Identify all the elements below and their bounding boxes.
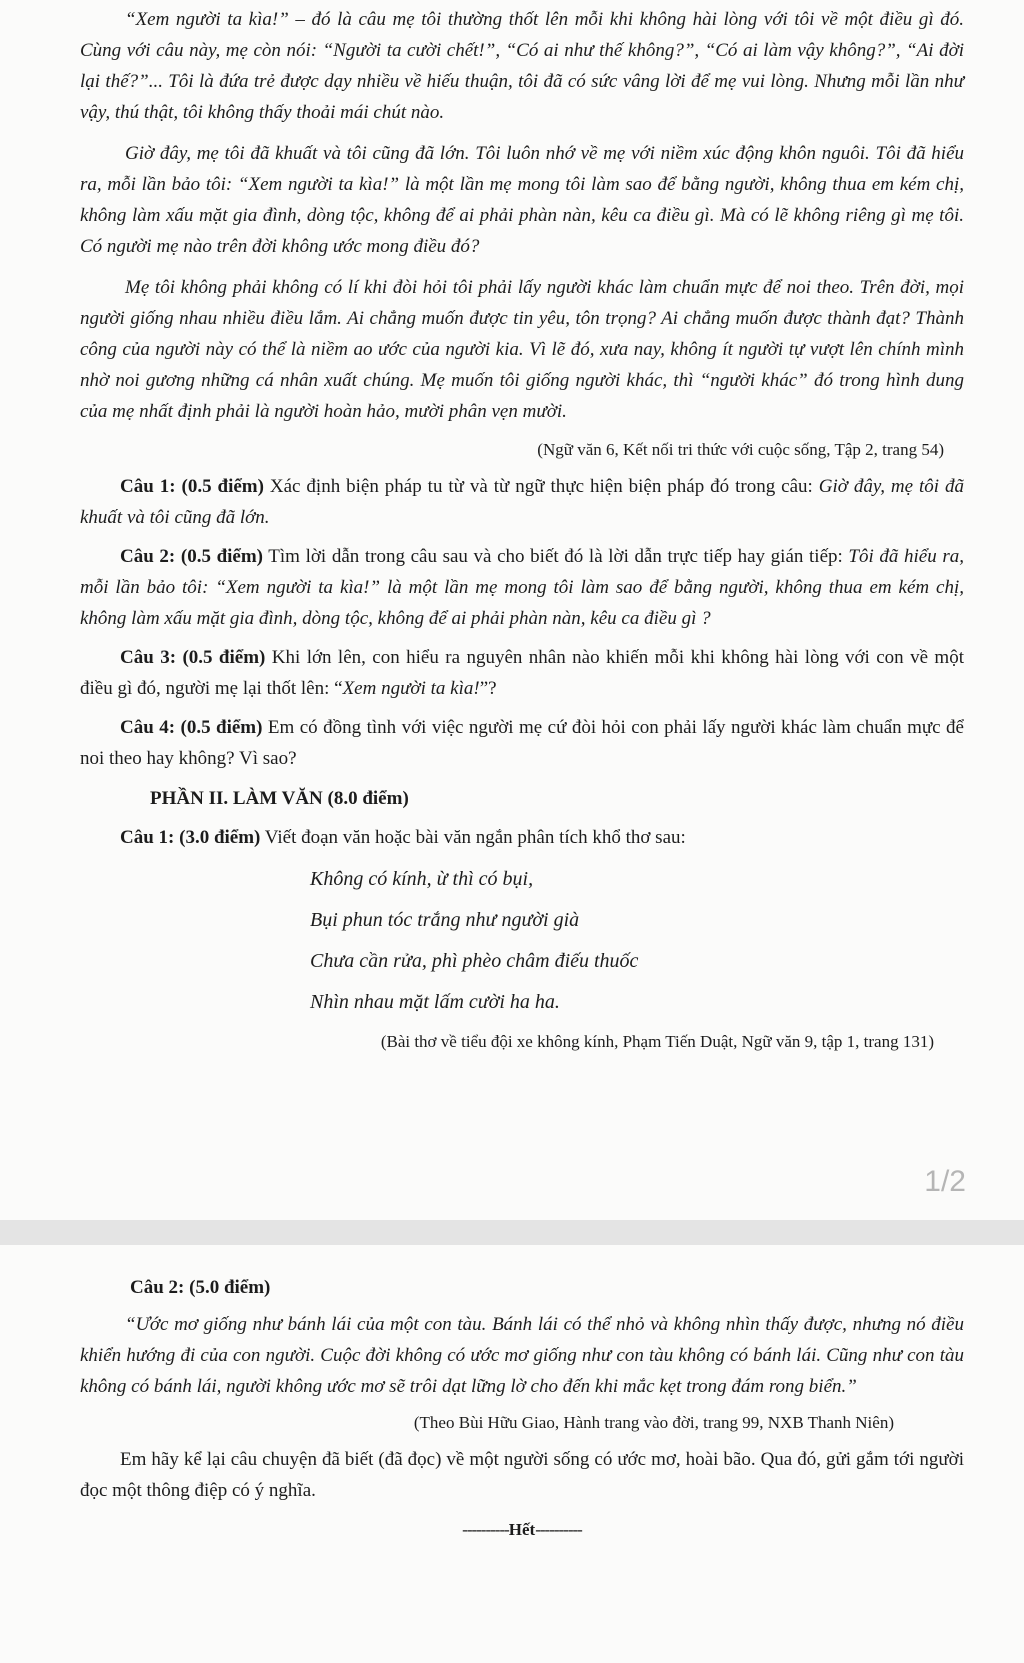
- end-label: Hết: [508, 1520, 536, 1539]
- question-2-label: Câu 2: (0.5 điểm): [120, 546, 264, 567]
- reading-passage: [80, 4, 964, 1055]
- part-2-question-2-source: (Theo Bùi Hữu Giao, Hành trang vào đời, trang 99, NXB Thanh Niên): [413, 1413, 894, 1432]
- poem-source: (Bài thơ về tiểu đội xe không kính, Phạm Tiến Duật, Ngữ văn 9, tập 1, trang 131): [380, 1032, 934, 1051]
- passage-paragraph-1: “Xem người ta kìa!” – đó là câu mẹ tôi thường thốt lên mỗi khi không hài lòng với tôi về một điều gì đó. Cùng với câu này, mẹ còn nói: “Người ta cười chết!”, “Có ai như thế không?”, “Có ai làm vậy không?”, “Ai đời lại thế?”... Tôi là đứa trẻ được dạy nhiều về hiếu thuận, tôi đã có sức vâng lời để mẹ vui lòng. Nhưng mỗi lần như vậy, thú thật, tôi không thấy thoải mái chút nào.: [80, 9, 964, 123]
- part-2-question-2-quote: “Ước mơ giống như bánh lái của một con tàu. Bánh lái có thể nhỏ và không nhìn thấy được, nhưng nó điều khiển hướng đi của con người. Cuộc đời không có ước mơ giống như con tàu không có bánh lái. Cũng như con tàu không có bánh lái, người không ước mơ sẽ trôi dạt lững lờ cho đến khi mắc kẹt trong đám rong biển.”: [80, 1314, 964, 1397]
- question-3-text: Khi lớn lên, con hiểu ra nguyên nhân nào khiến mỗi khi không hài lòng với con về một điều gì đó, người mẹ lại thốt lên: “: [80, 647, 964, 699]
- poem-line-1: Không có kính, ừ thì có bụi,: [310, 868, 534, 890]
- part-2-question-1-label: Câu 1: (3.0 điểm): [120, 827, 261, 848]
- passage-source: (Ngữ văn 6, Kết nối tri thức với cuộc sống, Tập 2, trang 54): [537, 440, 944, 459]
- page-separator: [0, 1220, 1024, 1245]
- part-2-question-2-label: Câu 2: (5.0 điểm): [130, 1277, 271, 1298]
- question-2-text: Tìm lời dẫn trong câu sau và cho biết đó là lời dẫn trực tiếp hay gián tiếp:: [263, 546, 849, 567]
- question-1-text: Xác định biện pháp tu từ và từ ngữ thực hiện biện pháp đó trong câu:: [263, 476, 819, 497]
- poem-line-3: Chưa cần rửa, phì phèo châm điếu thuốc: [310, 950, 639, 972]
- question-1-label: Câu 1: (0.5 điểm): [120, 476, 264, 497]
- poem-line-4: Nhìn nhau mặt lấm cười ha ha.: [310, 991, 560, 1013]
- question-4-label: Câu 4: (0.5 điểm): [120, 717, 263, 738]
- question-4-text: Em có đồng tình với việc người mẹ cứ đòi hỏi con phải lấy người khác làm chuẩn mực để noi theo hay không? Vì sao?: [80, 717, 964, 769]
- end-dashes-left: ----------: [462, 1520, 509, 1539]
- page-2-content: [80, 1273, 964, 1544]
- question-3-label: Câu 3: (0.5 điểm): [120, 647, 266, 668]
- poem-stanza: [80, 859, 964, 1023]
- part-2-question-2-task: Em hãy kể lại câu chuyện đã biết (đã đọc) về một người sống có ước mơ, hoài bão. Qua đó, gửi gắm tới người đọc một thông điệp có ý nghĩa.: [80, 1449, 964, 1501]
- passage-paragraph-2: Giờ đây, mẹ tôi đã khuất và tôi cũng đã lớn. Tôi luôn nhớ về mẹ với niềm xúc động khôn nguôi. Tôi đã hiểu ra, mỗi lần bảo tôi: “Xem người ta kìa!” là một lần mẹ mong tôi làm sao để bằng người, không thua em kém chị, không làm xấu mặt gia đình, dòng tộc, không để ai phải phàn nàn, kêu ca điều gì. Mà có lẽ không riêng gì mẹ tôi. Có người mẹ nào trên đời không ước mong điều đó?: [80, 143, 964, 257]
- part-2-heading: PHẦN II. LÀM VĂN (8.0 điểm): [150, 788, 409, 809]
- question-3-tail: ”?: [479, 678, 497, 699]
- question-4: [80, 712, 964, 774]
- page-number: 1/2: [924, 1165, 966, 1198]
- end-dashes-right: ----------: [535, 1520, 582, 1539]
- question-1-quote: Giờ đây, mẹ tôi đã khuất và tôi cũng đã lớn.: [80, 476, 964, 528]
- question-3-quote: Xem người ta kìa!: [342, 678, 480, 699]
- poem-line-2: Bụi phun tóc trắng như người già: [310, 909, 580, 931]
- question-3: [80, 642, 964, 704]
- end-marker: [80, 1516, 964, 1544]
- part-2-question-1-text: Viết đoạn văn hoặc bài văn ngắn phân tích khổ thơ sau:: [260, 827, 686, 848]
- question-2: [80, 541, 964, 634]
- passage-paragraph-3: Mẹ tôi không phải không có lí khi đòi hỏi tôi phải lấy người khác làm chuẩn mực để noi theo. Trên đời, mọi người giống nhau nhiều điều lắm. Ai chẳng muốn được tin yêu, tôn trọng? Ai chẳng muốn được thành đạt? Thành công của người này có thể là niềm ao ước của người kia. Vì lẽ đó, xưa nay, không ít người tự vượt lên chính mình nhờ noi gương những cá nhân xuất chúng. Mẹ muốn tôi giống người khác, thì “người khác” đó trong hình dung của mẹ nhất định phải là người hoàn hảo, mười phân vẹn mười.: [80, 277, 964, 422]
- part-2-question-1: [80, 822, 964, 853]
- question-2-quote: Tôi đã hiểu ra, mỗi lần bảo tôi: “Xem người ta kìa!” là một lần mẹ mong tôi làm sao để bằng người, không thua em kém chị, không làm xấu mặt gia đình, dòng tộc, không để ai phải phàn nàn, kêu ca điều gì ?: [80, 546, 965, 629]
- exam-page-2: [0, 1245, 1024, 1663]
- question-1: [80, 471, 964, 533]
